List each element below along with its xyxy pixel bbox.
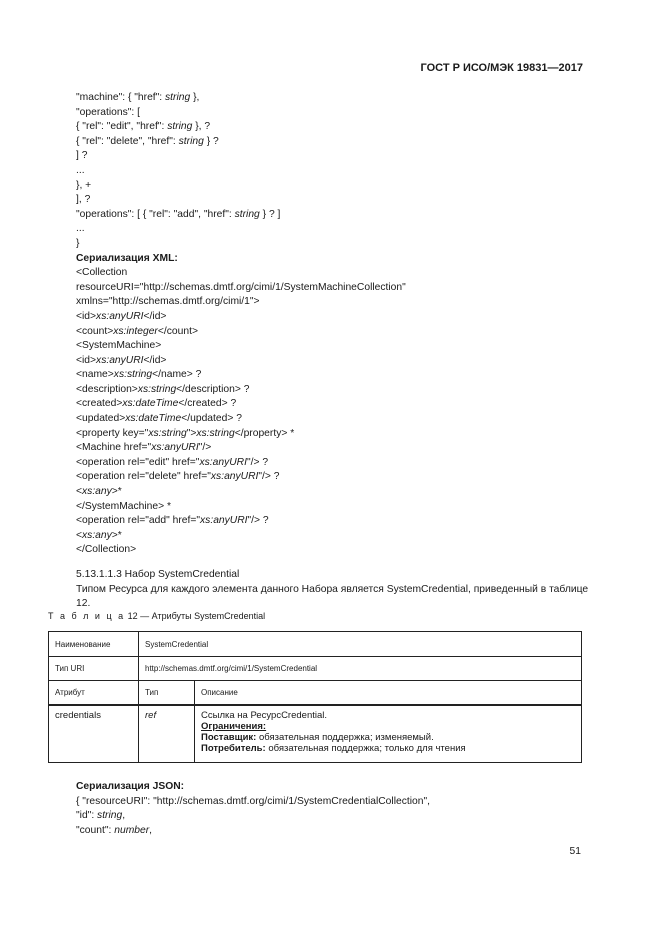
- code-segment: number: [114, 824, 150, 836]
- table-header-type: Тип: [139, 681, 195, 706]
- code-segment: xs:string: [137, 383, 177, 395]
- code-segment: string: [167, 121, 193, 133]
- attributes-table: [48, 631, 582, 763]
- code-line: [76, 441, 606, 456]
- code-segment: <SystemMachine>: [76, 340, 162, 352]
- table-header-attribute: Атрибут: [49, 681, 139, 706]
- section-block: [76, 568, 592, 612]
- table-header-row: [49, 681, 582, 706]
- code-segment: "/> ?: [247, 515, 269, 527]
- code-segment: resourceURI="http://schemas.dmtf.org/cimi/1/SystemMachineCollection": [76, 281, 406, 293]
- section-paragraph: Типом Ресурса для каждого элемента данного Набора является SystemCredential, приведенный в таблице 12.: [76, 583, 589, 610]
- attr-provider-label: Поставщик:: [201, 732, 257, 743]
- code-segment: Сериализация XML:: [76, 252, 178, 264]
- code-line: [76, 295, 606, 310]
- code-line: [76, 809, 596, 824]
- code-line: [76, 208, 606, 223]
- code-segment: </count>: [157, 325, 198, 337]
- code-segment: "/> ?: [258, 471, 280, 483]
- code-segment: xs:dateTime: [122, 398, 179, 410]
- code-line: [76, 485, 606, 500]
- attr-consumer-label: Потребитель:: [201, 743, 266, 754]
- code-segment: ,: [122, 810, 126, 822]
- table-row: [49, 705, 582, 763]
- code-line: [76, 91, 606, 106]
- code-segment: </SystemMachine> *: [76, 500, 172, 512]
- code-segment: </created> ?: [178, 398, 237, 410]
- code-segment: } ?: [203, 135, 219, 147]
- table-caption-text: 12 — Атрибуты SystemCredential: [127, 611, 266, 621]
- code-segment: "machine": { "href":: [76, 92, 166, 103]
- attr-constraints-label: Ограничения:: [201, 721, 267, 732]
- code-segment: xs:string: [196, 427, 235, 439]
- code-segment: { "rel": "edit", "href":: [76, 121, 168, 133]
- code-line: [76, 281, 606, 296]
- code-segment: </id>: [143, 310, 167, 322]
- code-line: [76, 427, 606, 442]
- code-segment: </updated> ?: [181, 413, 242, 425]
- code-segment: ...: [76, 164, 85, 176]
- code-segment: </name> ?: [152, 369, 202, 381]
- code-line: [76, 193, 606, 208]
- code-segment: xs:string: [113, 369, 153, 381]
- code-line: [76, 237, 606, 252]
- code-segment: </description> ?: [176, 383, 250, 395]
- table-row: [49, 657, 582, 681]
- code-line: [76, 164, 606, 179]
- table-row: [49, 632, 582, 657]
- table-header-description: Описание: [195, 681, 582, 706]
- code-segment: Сериализация JSON:: [76, 781, 185, 792]
- code-segment: xs:anyURI: [96, 310, 144, 322]
- code-segment: xs:anyURI: [200, 515, 248, 527]
- code-line: [76, 500, 606, 515]
- code-line: [76, 222, 606, 237]
- code-block: [76, 91, 606, 558]
- code-line: [76, 780, 596, 795]
- code-segment: <Machine href=": [76, 442, 152, 454]
- json-block: [76, 780, 596, 838]
- code-line: [76, 179, 606, 194]
- code-segment: "operations": [ { "rel": "add", "href":: [76, 208, 235, 220]
- code-segment: }: [76, 237, 80, 249]
- code-line: [76, 339, 606, 354]
- code-segment: <created>: [76, 398, 123, 410]
- code-line: [76, 354, 606, 369]
- code-segment: <property key=": [76, 427, 149, 439]
- code-segment: >*: [111, 529, 122, 541]
- code-segment: "/>: [198, 442, 212, 454]
- code-segment: <count>: [76, 325, 114, 337]
- code-segment: </id>: [143, 354, 167, 366]
- code-line: [76, 824, 596, 839]
- section-heading: 5.13.1.1.3 Набор SystemCredential: [76, 569, 240, 580]
- code-segment: <Collection: [76, 267, 128, 279]
- code-segment: }, +: [76, 179, 92, 191]
- code-line: [76, 149, 606, 164]
- code-segment: <operation rel="delete" href=": [76, 471, 211, 483]
- code-line: [76, 795, 596, 810]
- document-header: ГОСТ Р ИСО/МЭК 19831—2017: [420, 62, 583, 74]
- table-caption-prefix: Т а б л и ц а: [48, 611, 126, 621]
- code-segment: xs:anyURI: [96, 354, 144, 366]
- code-segment: <: [76, 486, 83, 498]
- code-segment: string: [165, 92, 191, 103]
- code-segment: },: [190, 92, 200, 103]
- code-segment: "/> ?: [246, 456, 269, 468]
- code-segment: } ? ]: [259, 208, 281, 220]
- code-segment: xs:anyURI: [210, 471, 259, 483]
- table-cell-value: SystemCredential: [139, 632, 582, 657]
- code-line: [76, 310, 606, 325]
- code-segment: ,: [149, 824, 153, 836]
- code-segment: xs:any: [82, 486, 112, 498]
- code-segment: <operation rel="edit" href=": [76, 456, 200, 468]
- code-segment: ">: [186, 427, 197, 439]
- code-segment: xs:anyURI: [151, 442, 199, 454]
- code-line: [76, 252, 606, 267]
- code-segment: "id":: [76, 810, 98, 822]
- code-segment: string: [178, 135, 204, 147]
- attr-consumer-line: [201, 743, 575, 754]
- code-segment: ] ?: [76, 150, 88, 162]
- code-line: [76, 412, 606, 427]
- code-line: [76, 120, 606, 135]
- code-segment: string: [97, 810, 123, 822]
- code-line: [76, 368, 606, 383]
- code-segment: ...: [76, 223, 85, 235]
- code-segment: </property> *: [234, 427, 295, 439]
- code-segment: xs:anyURI: [199, 456, 247, 468]
- attr-consumer-text: обязательная поддержка; только для чтения: [265, 743, 466, 754]
- code-line: [76, 456, 606, 471]
- code-line: [76, 383, 606, 398]
- code-segment: <id>: [76, 354, 97, 366]
- code-segment: <id>: [76, 310, 97, 322]
- code-segment: }, ?: [192, 121, 211, 133]
- table-cell-value: http://schemas.dmtf.org/cimi/1/SystemCredential: [139, 657, 582, 681]
- code-segment: >*: [111, 486, 122, 498]
- code-line: [76, 514, 606, 529]
- code-segment: <: [76, 529, 83, 541]
- code-segment: xs:integer: [113, 325, 158, 337]
- code-segment: xs:dateTime: [125, 413, 182, 425]
- code-segment: <name>: [76, 369, 114, 381]
- attr-provider-text: обязательная поддержка; изменяемый.: [256, 732, 434, 743]
- code-line: [76, 135, 606, 150]
- attr-type: ref: [139, 705, 195, 763]
- code-segment: <operation rel="add" href=": [76, 515, 201, 527]
- code-segment: string: [234, 208, 260, 220]
- attr-description: [195, 705, 582, 763]
- code-segment: <updated>: [76, 413, 126, 425]
- code-line: [76, 543, 606, 558]
- code-segment: ], ?: [76, 194, 91, 206]
- code-segment: xs:any: [82, 529, 112, 541]
- page-number: 51: [569, 846, 581, 857]
- code-segment: xmlns="http://schemas.dmtf.org/cimi/1">: [76, 296, 260, 308]
- code-line: [76, 397, 606, 412]
- table-caption: [48, 611, 265, 621]
- table-cell-label: Тип URI: [49, 657, 139, 681]
- code-segment: "count":: [76, 824, 115, 836]
- code-segment: { "rel": "delete", "href":: [76, 135, 179, 147]
- code-line: [76, 325, 606, 340]
- table-cell-label: Наименование: [49, 632, 139, 657]
- code-segment: <description>: [76, 383, 138, 395]
- code-line: [76, 106, 606, 121]
- code-line: [76, 529, 606, 544]
- attr-name: credentials: [49, 705, 139, 763]
- code-segment: </Collection>: [76, 544, 137, 556]
- code-line: [76, 470, 606, 485]
- code-line: [76, 266, 606, 281]
- code-segment: xs:string: [148, 427, 187, 439]
- code-segment: "operations": [: [76, 106, 140, 118]
- attr-desc-line: Ссылка на РесурсCredential.: [201, 710, 328, 721]
- code-segment: { "resourceURI": "http://schemas.dmtf.org/cimi/1/SystemCredentialCollection",: [76, 795, 430, 807]
- attr-provider-line: [201, 732, 575, 743]
